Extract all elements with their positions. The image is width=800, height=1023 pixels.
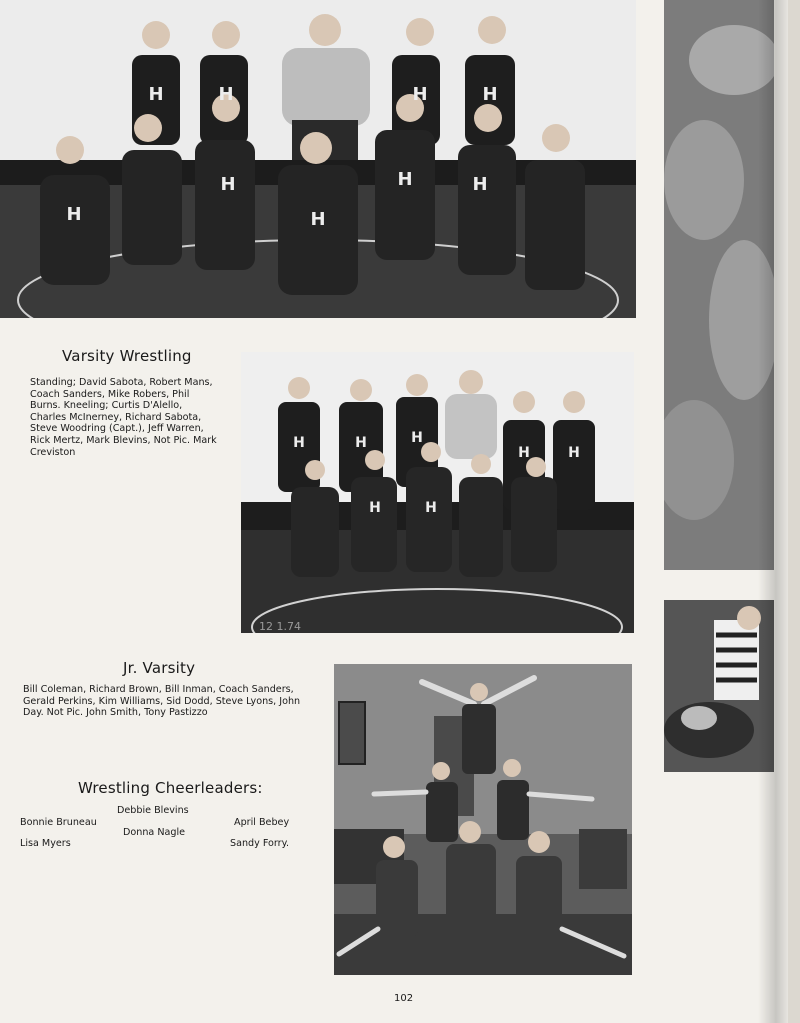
- varsity-team-photo: [241, 352, 634, 633]
- svg-text:H: H: [369, 500, 381, 516]
- svg-text:H: H: [355, 435, 367, 451]
- cheerleaders-title: Wrestling Cheerleaders:: [78, 779, 263, 797]
- svg-text:H: H: [148, 84, 164, 105]
- svg-text:H: H: [425, 500, 437, 516]
- varsity-caption: Standing; David Sabota, Robert Mans, Coach Sanders, Mike Robers, Phil Burns. Kneeling; Curtis D'Alello, Charles McInerney, Richard Sabota, Steve Woodring (Capt.), Jeff Warren, Rick Mertz, Mark Blevins, Not Pic. Mark Creviston: [30, 377, 217, 458]
- cheerleader-name: Sandy Forry.: [230, 838, 289, 849]
- svg-text:H: H: [518, 445, 530, 461]
- svg-text:H: H: [66, 204, 82, 225]
- cheerleaders-photo: [334, 664, 632, 975]
- adjacent-page-edge: [788, 0, 800, 1023]
- svg-text:H: H: [411, 430, 423, 446]
- svg-text:12 1.74: 12 1.74: [259, 620, 301, 633]
- svg-text:H: H: [220, 174, 236, 195]
- svg-text:H: H: [482, 84, 498, 105]
- svg-text:H: H: [568, 445, 580, 461]
- svg-text:H: H: [310, 209, 326, 230]
- cheerleader-name: April Bebey: [234, 817, 290, 828]
- cheerleader-name: Bonnie Bruneau: [20, 817, 97, 828]
- page-number: 102: [394, 993, 414, 1004]
- svg-text:H: H: [397, 169, 413, 190]
- jv-caption: Bill Coleman, Richard Brown, Bill Inman, Coach Sanders, Gerald Perkins, Kim Williams, Sid Dodd, Steve Lyons, John Day. Not Pic. John Smith, Tony Pastizzo: [23, 684, 301, 719]
- varsity-title: Varsity Wrestling: [62, 347, 192, 365]
- svg-text:H: H: [472, 174, 488, 195]
- cheerleader-name: Lisa Myers: [20, 838, 71, 849]
- binding-gutter: [758, 0, 788, 1023]
- cheerleader-name: Donna Nagle: [123, 827, 186, 838]
- jv-team-photo: [0, 0, 636, 318]
- jv-title: Jr. Varsity: [123, 659, 196, 677]
- cheerleader-name: Debbie Blevins: [117, 805, 189, 816]
- svg-text:H: H: [293, 435, 305, 451]
- svg-text:H: H: [218, 84, 234, 105]
- svg-text:H: H: [412, 84, 428, 105]
